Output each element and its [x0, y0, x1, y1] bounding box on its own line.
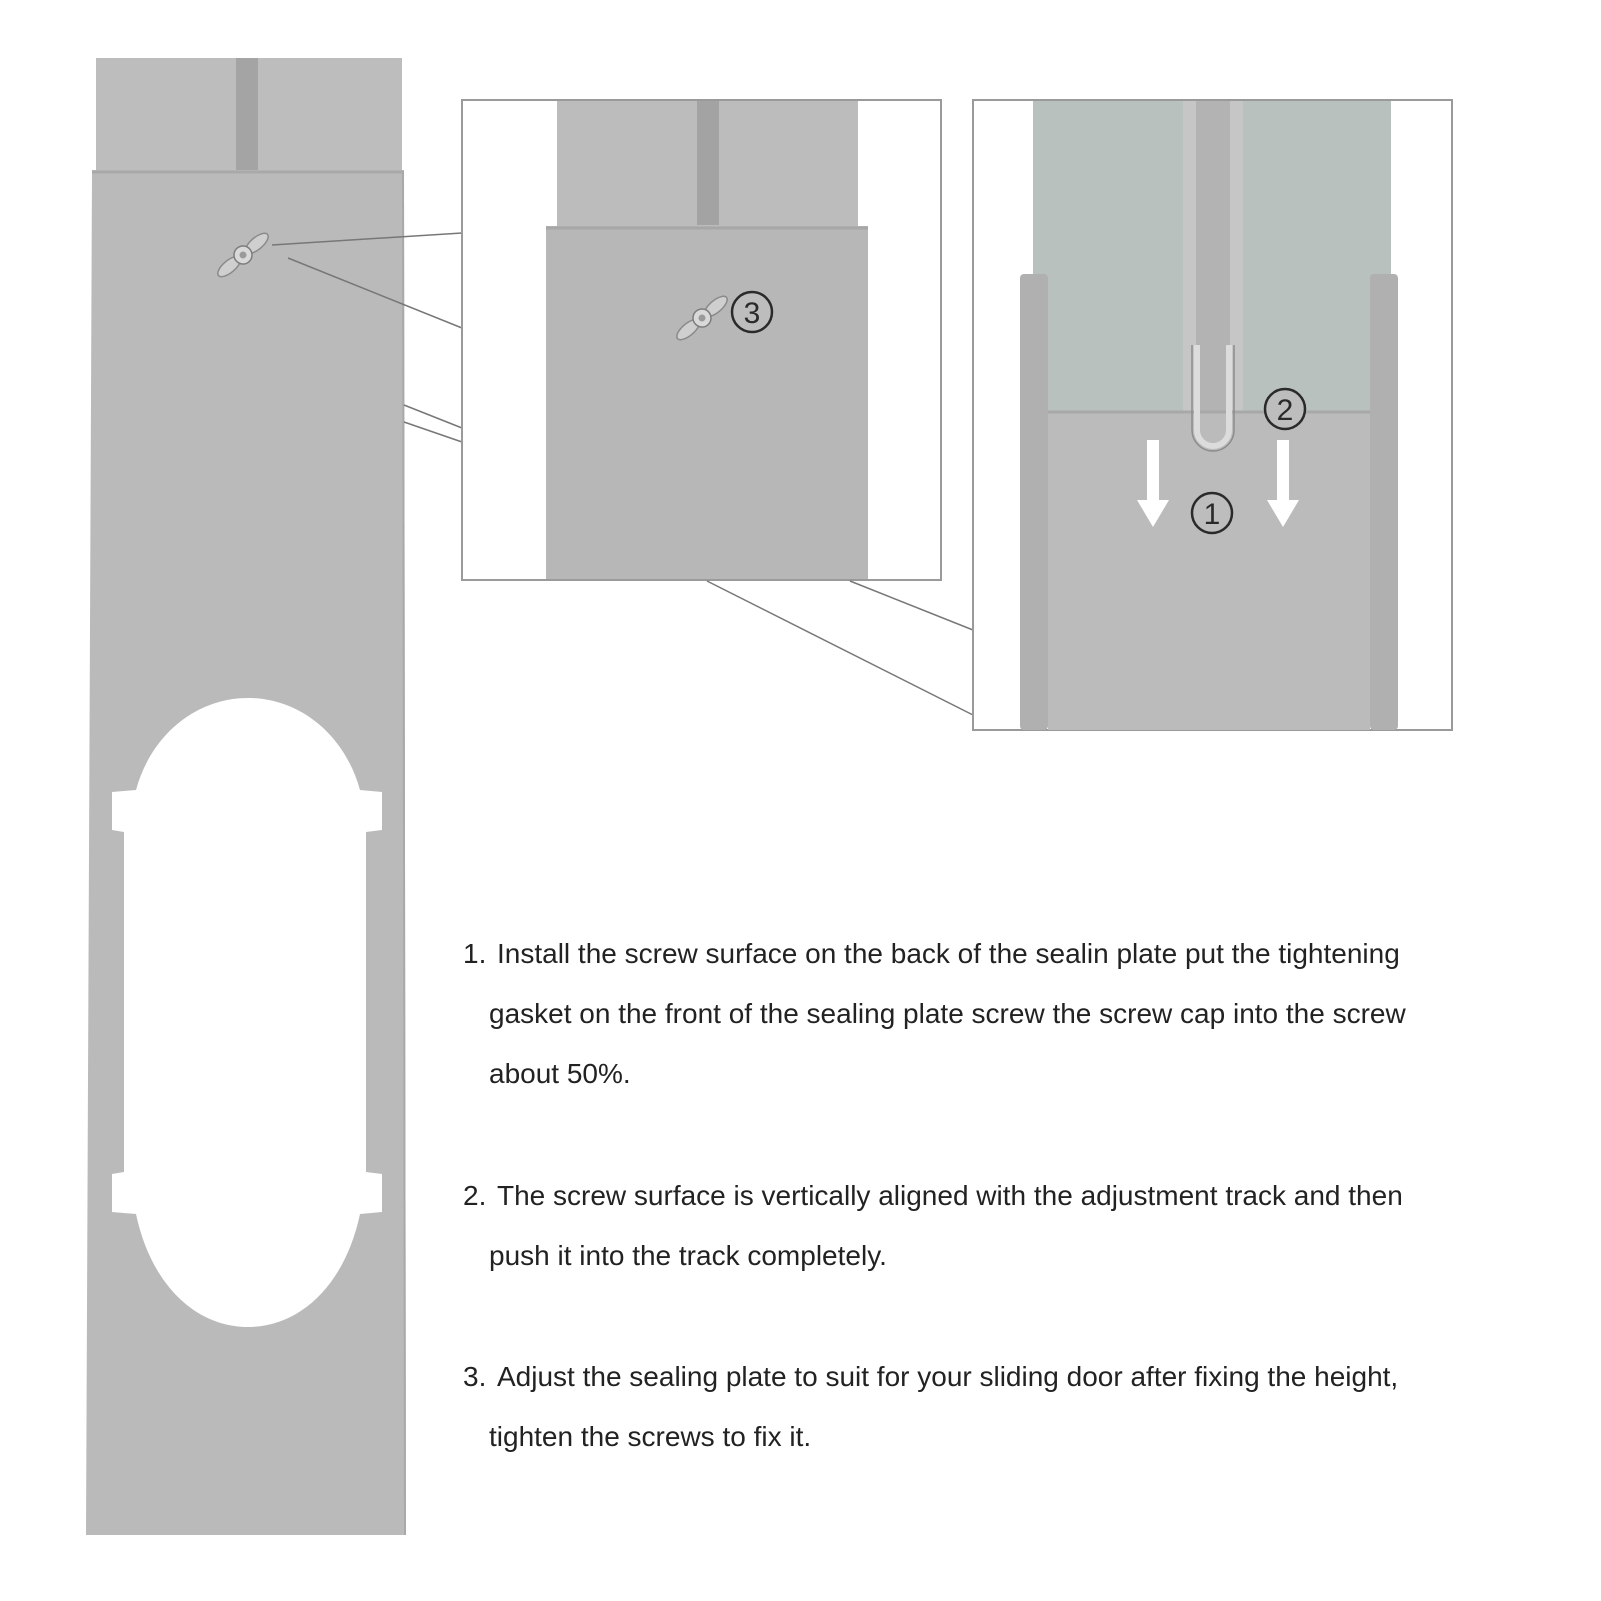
- detail2-left-rail: [1020, 274, 1048, 730]
- callout-2: [1265, 389, 1305, 429]
- detail2-right-rail: [1370, 274, 1398, 730]
- step-2-line-1: The screw surface is vertically aligned with the adjustment track and then: [497, 1180, 1403, 1211]
- detail2-lower-panel: [1048, 411, 1370, 730]
- step-3-line-2: tighten the screws to fix it.: [489, 1421, 812, 1452]
- upper-extension-groove: [236, 58, 258, 170]
- detail1-lower-panel: [546, 226, 868, 579]
- callout-1: [1192, 493, 1232, 533]
- callout-3-label: 3: [743, 297, 761, 330]
- zoom-line-detail-a: [850, 581, 973, 630]
- step-1-number: 1.: [463, 938, 487, 969]
- step-3-line-1: Adjust the sealing plate to suit for your sliding door after fixing the height,: [497, 1361, 1399, 1392]
- sealing-plate-assembly: [86, 58, 462, 1535]
- step-1-line-3: about 50%.: [489, 1058, 631, 1089]
- step-1-line-2: gasket on the front of the sealing plate screw the screw cap into the screw: [489, 998, 1406, 1029]
- detail2-track-inner: [1196, 101, 1230, 411]
- detail-view-track: [973, 100, 1452, 730]
- callout-3: [732, 292, 772, 332]
- step-3-number: 3.: [463, 1361, 487, 1392]
- detail-view-screw: [462, 100, 941, 580]
- callout-2-label: 2: [1276, 394, 1294, 427]
- zoom-line-detail-b: [707, 581, 973, 715]
- step-2-line-2: push it into the track completely.: [489, 1240, 887, 1271]
- main-sealing-plate: [86, 170, 406, 1535]
- callout-1-label: 1: [1203, 498, 1221, 531]
- detail1-groove: [697, 101, 719, 225]
- step-2-number: 2.: [463, 1180, 487, 1211]
- step-1-line-1: Install the screw surface on the back of the sealin plate put the tightening: [497, 938, 1400, 969]
